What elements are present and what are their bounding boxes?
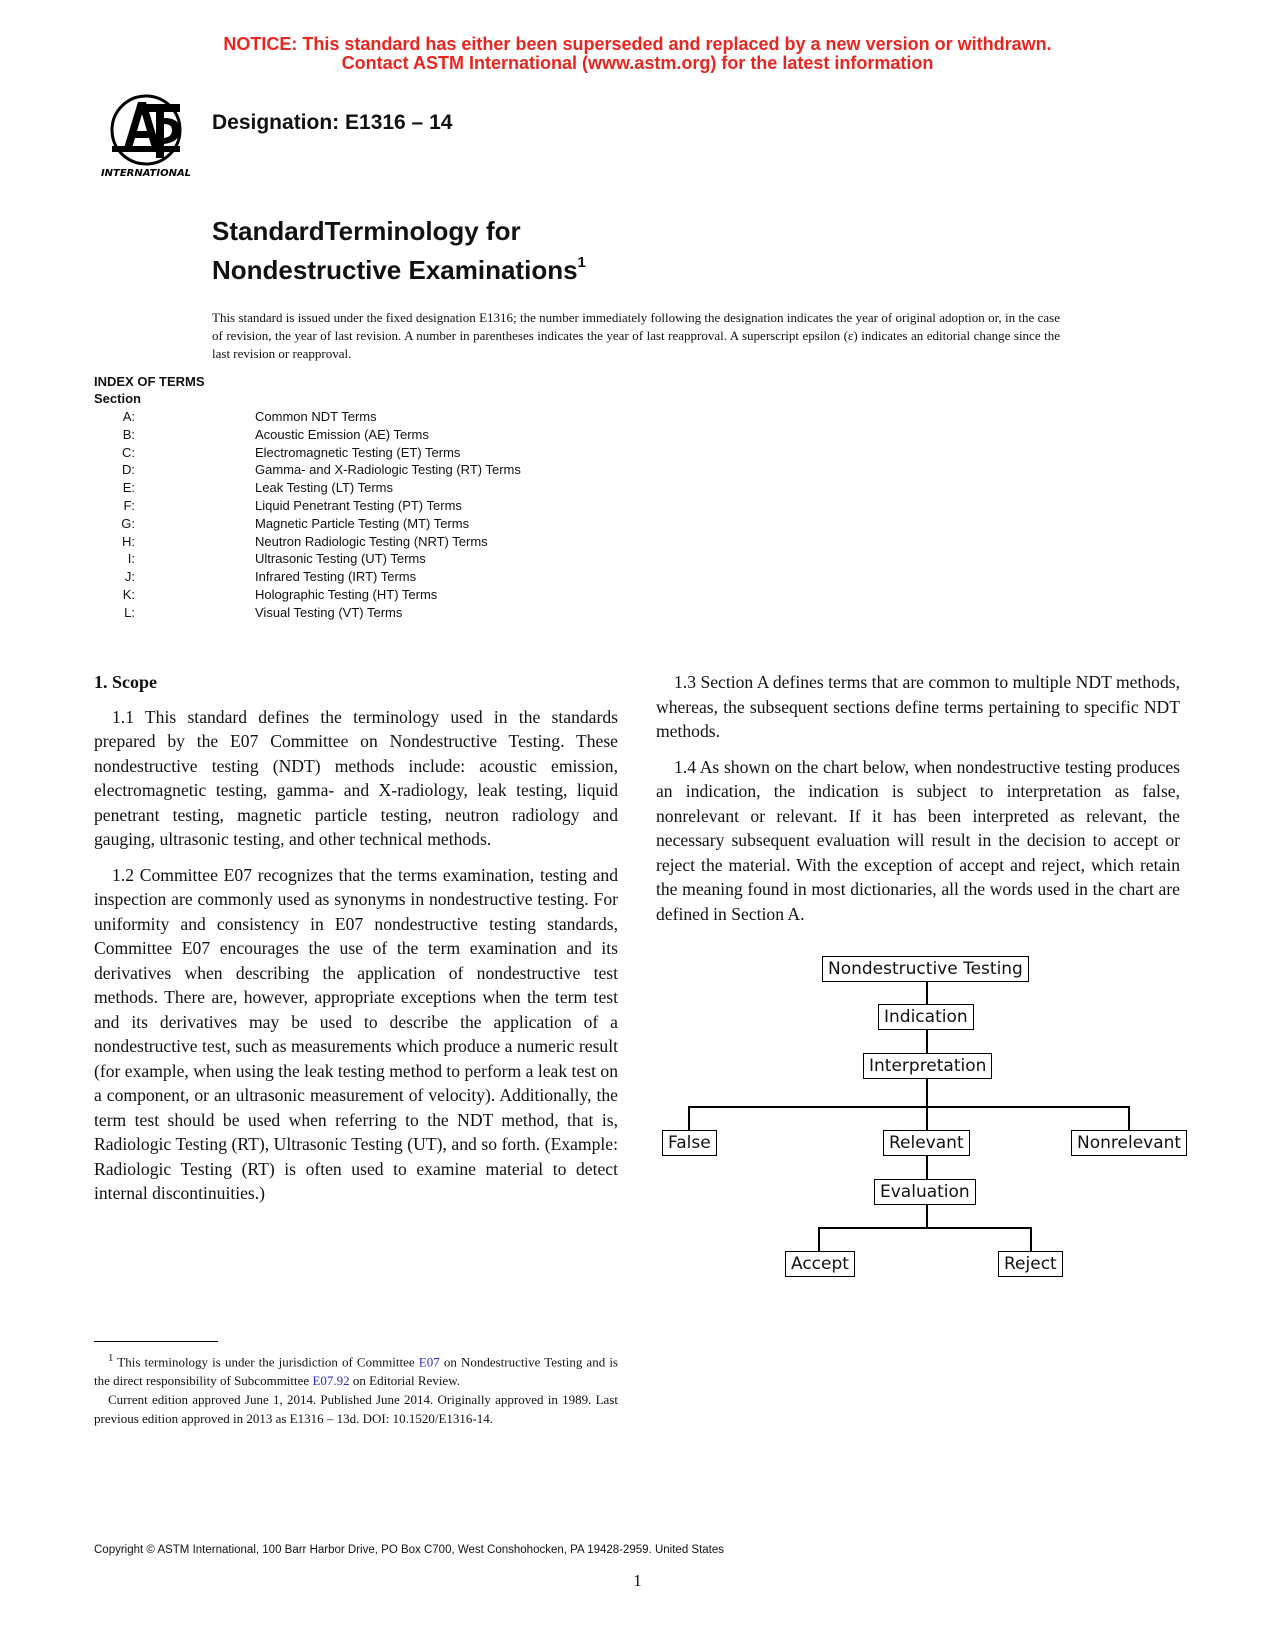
link-e07[interactable]: E07 <box>418 1354 440 1370</box>
designation: Designation: E1316 – 14 <box>212 111 453 134</box>
index-item-letter: L: <box>124 604 135 620</box>
index-item-label: Acoustic Emission (AE) Terms <box>255 426 429 442</box>
index-item-letter: E: <box>122 480 135 496</box>
box-nonrelevant: Nonrelevant <box>1071 1130 1187 1156</box>
box-interpretation: Interpretation <box>863 1053 992 1079</box>
astm-logo <box>94 88 198 180</box>
scope-heading: 1. Scope <box>94 672 157 692</box>
index-item-label: Ultrasonic Testing (UT) Terms <box>255 551 426 567</box>
notice-line-1: NOTICE: This standard has either been superseded and replaced by a new version or withdrawn. <box>223 34 1052 54</box>
connector-branch-nonrelevant <box>1128 1106 1130 1130</box>
index-item-letter: G: <box>121 515 135 531</box>
right-column <box>656 670 1180 937</box>
paragraph-1-2: 1.2 Committee E07 recognizes that the terms examination, testing and inspection are commonly used as synonyms in nondestructive testing. For uniformity and consistency in E07 nondestructive testing standards, Committee E07 encourages the use of the term examination and its derivatives when describing the application of nondestructive test methods. There are, however, appropriate exceptions when the term test and its derivatives may be used to describe the application of a nondestructive test, such as measurements which produce a numeric result (for example, when using the leak testing method to perform a leak test on a component, or an ultrasonic measurement of velocity). Additionally, the term test should be used when referring to the NDT method, that is, Radiologic Testing (RT), Ultrasonic Testing (UT), and so forth. (Example: Radiologic Testing (RT) is often used to examine material to detect internal discontinuities.) <box>94 864 618 1203</box>
index-item-letter: J: <box>124 569 135 585</box>
index-item-letter: A: <box>122 409 135 424</box>
box-reject: Reject <box>998 1251 1063 1277</box>
footnote-rule <box>94 1341 218 1342</box>
link-e07-92[interactable]: E07.92 <box>312 1373 350 1389</box>
index-item-letter: B: <box>122 426 135 442</box>
connector-relevant-evaluation <box>926 1156 928 1179</box>
index-item-letter: K: <box>122 587 135 602</box>
connector-decision-horizontal <box>818 1227 1032 1229</box>
index-item-letter: H: <box>122 533 135 549</box>
box-evaluation: Evaluation <box>874 1179 976 1205</box>
box-nondestructive-testing: Nondestructive Testing <box>822 956 1029 982</box>
index-item-label: Visual Testing (VT) Terms <box>255 604 403 620</box>
index-item-label: Infrared Testing (IRT) Terms <box>255 569 417 585</box>
connector-branch-horizontal <box>688 1106 1130 1108</box>
index-item-label: Gamma- and X-Radiologic Testing (RT) Terms <box>255 462 521 478</box>
connector-branch-false <box>688 1106 690 1130</box>
box-indication: Indication <box>878 1004 974 1030</box>
footnote-2: Current edition approved June 1, 2014. Published June 2014. Originally approved in 1989. Last previous edition approved in 2013 as E1316 – 13d. DOI: 10.1520/E1316-14. <box>94 1392 618 1427</box>
index-item-letter: D: <box>122 462 135 478</box>
index-heading: INDEX OF TERMS <box>94 374 205 389</box>
footnotes <box>94 1349 618 1428</box>
notice-line-2: Contact ASTM International (www.astm.org) for the latest information <box>341 53 934 73</box>
issue-statement: This standard is issued under the fixed designation E1316; the number immediately following the designation indicates the year of original adoption or, in the case of revision, the year of last revision. A number in parentheses indicates the year of last reapproval. A superscript epsilon (ε) indicates an editorial change since the last revision or reapproval. <box>212 310 1060 361</box>
index-item-letter: C: <box>122 444 135 460</box>
page-number: 1 <box>633 1571 642 1590</box>
index-item-label: Holographic Testing (HT) Terms <box>255 587 438 602</box>
box-accept: Accept <box>785 1251 855 1277</box>
connector-branch-reject <box>1030 1227 1032 1251</box>
connector-interpretation-relevant <box>926 1079 928 1130</box>
connector-branch-accept <box>818 1227 820 1251</box>
title-footnote-mark: 1 <box>577 254 586 271</box>
left-column <box>94 670 618 1217</box>
title-line-2: Nondestructive Examinations$^1$ <box>212 254 586 285</box>
paragraph-1-3: 1.3 Section A defines terms that are common to multiple NDT methods, whereas, the subsequent sections define terms pertaining to specific NDT methods. <box>656 672 1180 741</box>
index-subheading: Section <box>94 391 141 406</box>
connector-evaluation-branch <box>926 1205 928 1228</box>
connector-indication-interpretation <box>926 1030 928 1053</box>
index-item-label: Magnetic Particle Testing (MT) Terms <box>255 515 470 531</box>
index-item-label: Liquid Penetrant Testing (PT) Terms <box>255 498 462 513</box>
index-item-letter: I: <box>127 551 135 567</box>
paragraph-1-4: 1.4 As shown on the chart below, when nondestructive testing produces an indication, the indication is subject to interpretation as false, nonrelevant or relevant. If it has been interpreted as relevant, the necessary subsequent evaluation will result in the decision to accept or reject the material. With the exception of accept and reject, which retain the meaning found in most dictionaries, all the words used in the chart are defined in Section A. <box>656 756 1180 924</box>
copyright: Copyright © ASTM International, 100 Barr Harbor Drive, PO Box C700, West Conshohocken, PA 19428-2959. United States <box>94 1544 725 1556</box>
connector-ndt-indication <box>926 982 928 1004</box>
index-item-letter: F: <box>123 498 135 513</box>
footnote-1: $^1$ This terminology is under the jurisdiction of Committee E07 on Nondestructive Testing and is the direct responsibility of Subcommittee E07.92 on Editorial Review. <box>94 1352 618 1389</box>
index-item-label: Common NDT Terms <box>255 409 377 424</box>
box-false: False <box>662 1130 717 1156</box>
logo-text: INTERNATIONAL <box>100 168 192 179</box>
index-item-label: Neutron Radiologic Testing (NRT) Terms <box>255 533 488 549</box>
paragraph-1-1: 1.1 This standard defines the terminology used in the standards prepared by the E07 Committee on Nondestructive Testing. These nondestructive testing (NDT) methods include: acoustic emission, electromagnetic testing, gamma- and X-radiology, leak testing, liquid penetrant testing, magnetic particle testing, neutron radiology and gauging, ultrasonic testing, and other technical methods. <box>94 706 618 849</box>
index-item-label: Leak Testing (LT) Terms <box>255 480 393 496</box>
title-line-1: StandardTerminology for <box>212 216 521 246</box>
index-item-label: Electromagnetic Testing (ET) Terms <box>255 444 461 460</box>
box-relevant: Relevant <box>883 1130 970 1156</box>
